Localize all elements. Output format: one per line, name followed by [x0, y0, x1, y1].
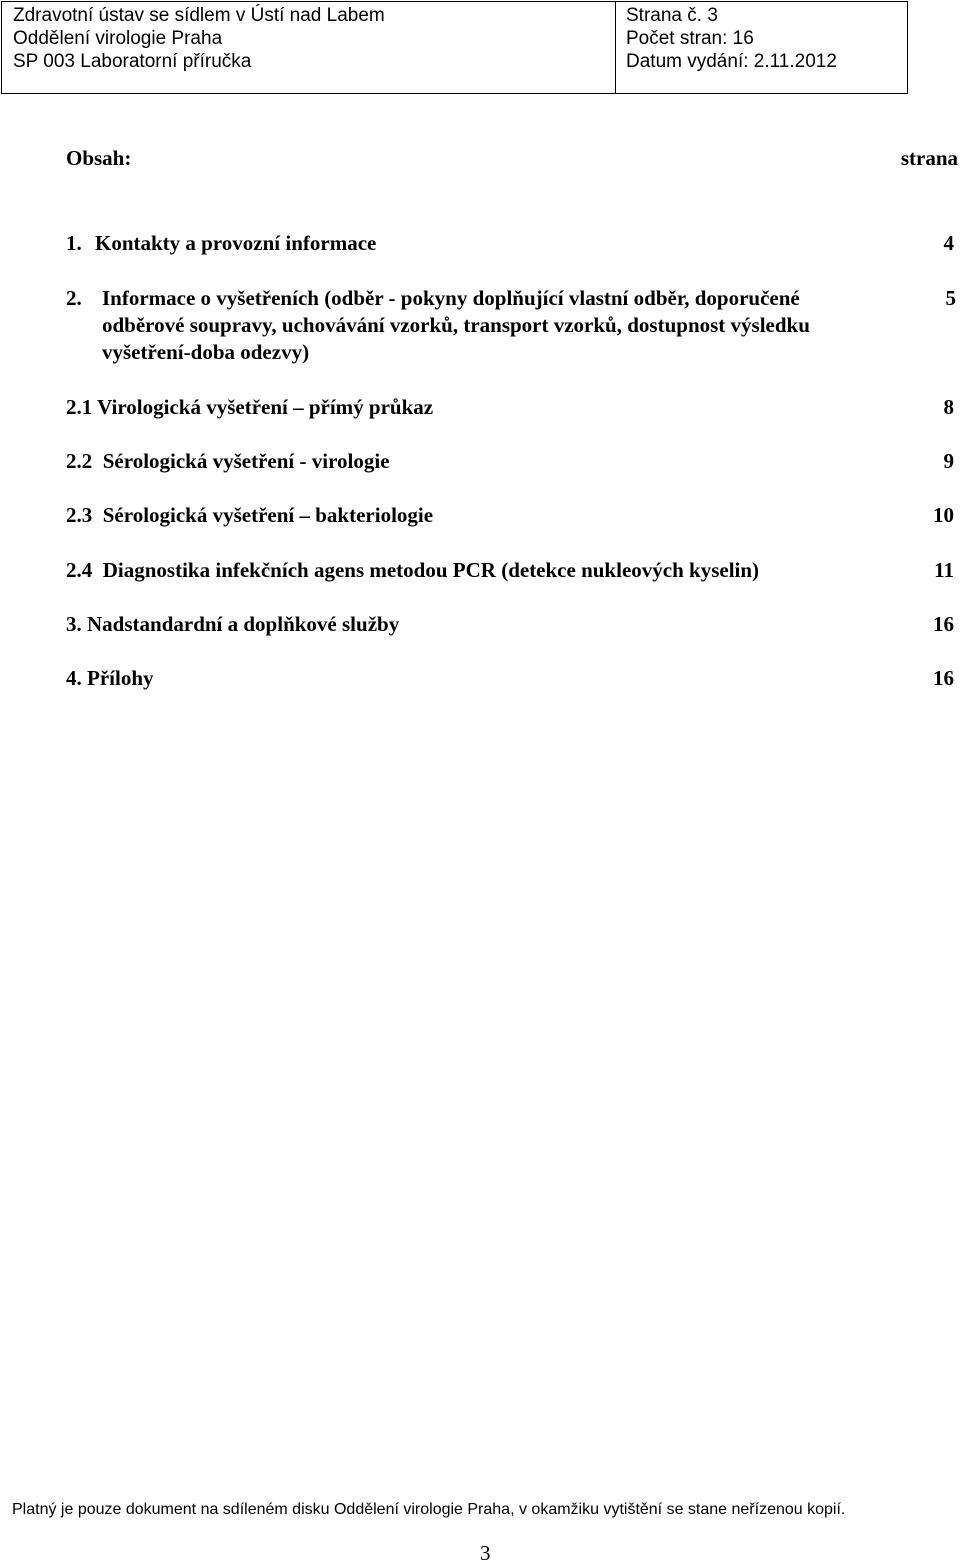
- toc-entry-text-line: Informace o vyšetřeních (odběr - pokyny doplňující vlastní odběr, doporučené: [102, 286, 800, 310]
- toc-heading: [66, 146, 958, 176]
- toc-entry-2-4[interactable]: [66, 557, 954, 584]
- toc-page-label: strana: [900, 146, 958, 170]
- toc-entry-4[interactable]: [66, 665, 954, 692]
- toc-entry-text: 2.1 Virologická vyšetření – přímý průkaz: [66, 395, 434, 419]
- toc-entry-1[interactable]: [66, 230, 954, 257]
- toc-entry-page: 11: [934, 558, 954, 582]
- toc-entry-page: 16: [933, 666, 954, 690]
- page-number: 3: [480, 1541, 491, 1565]
- toc-entry-2[interactable]: [66, 285, 954, 366]
- toc-entry-2-2[interactable]: [66, 448, 954, 475]
- toc-entry-page: 16: [933, 612, 954, 636]
- header-department: Oddělení virologie Praha: [13, 28, 223, 49]
- toc-entry-text-line: odběrové soupravy, uchovávání vzorků, transport vzorků, dostupnost výsledku: [102, 313, 810, 337]
- toc-entry-text-line: vyšetření-doba odezvy): [102, 340, 310, 364]
- header-page: Strana č. 3: [626, 5, 718, 26]
- toc-entry-text: 2.3 Sérologická vyšetření – bakteriologie: [66, 503, 434, 527]
- toc-entry-3[interactable]: [66, 611, 954, 638]
- toc-entry-number: 1.: [66, 231, 82, 255]
- header-issue-date: Datum vydání: 2.11.2012: [626, 51, 837, 72]
- toc-entry-page: 5: [945, 286, 956, 310]
- document-header: [1, 1, 908, 94]
- toc-entry-text: 4. Přílohy: [66, 666, 154, 690]
- toc-entry-2-1[interactable]: [66, 394, 954, 421]
- header-document-id: SP 003 Laboratorní příručka: [13, 51, 252, 72]
- header-page-count: Počet stran: 16: [626, 28, 754, 49]
- toc-entry-page: 4: [943, 231, 954, 255]
- footer-validity-note: Platný je pouze dokument na sdíleném disku Oddělení virologie Praha, v okamžiku vytištění se stane neřízenou kopií.: [12, 1501, 846, 1518]
- toc-entry-number: 2.: [66, 286, 82, 310]
- toc-title: Obsah:: [66, 146, 132, 170]
- toc-entry-page: 9: [943, 449, 954, 473]
- toc-entry-page: 8: [943, 395, 954, 419]
- toc-entry-page: 10: [933, 503, 954, 527]
- header-divider: [615, 2, 616, 93]
- header-institution: Zdravotní ústav se sídlem v Ústí nad Labem: [13, 5, 385, 26]
- toc-entry-text: Kontakty a provozní informace: [95, 231, 377, 255]
- toc-entry-text: 2.4 Diagnostika infekčních agens metodou PCR (detekce nukleových kyselin): [66, 558, 760, 582]
- toc-entry-2-3[interactable]: [66, 502, 954, 529]
- toc-entry-text: 2.2 Sérologická vyšetření - virologie: [66, 449, 390, 473]
- toc-entry-text: 3. Nadstandardní a doplňkové služby: [66, 612, 400, 636]
